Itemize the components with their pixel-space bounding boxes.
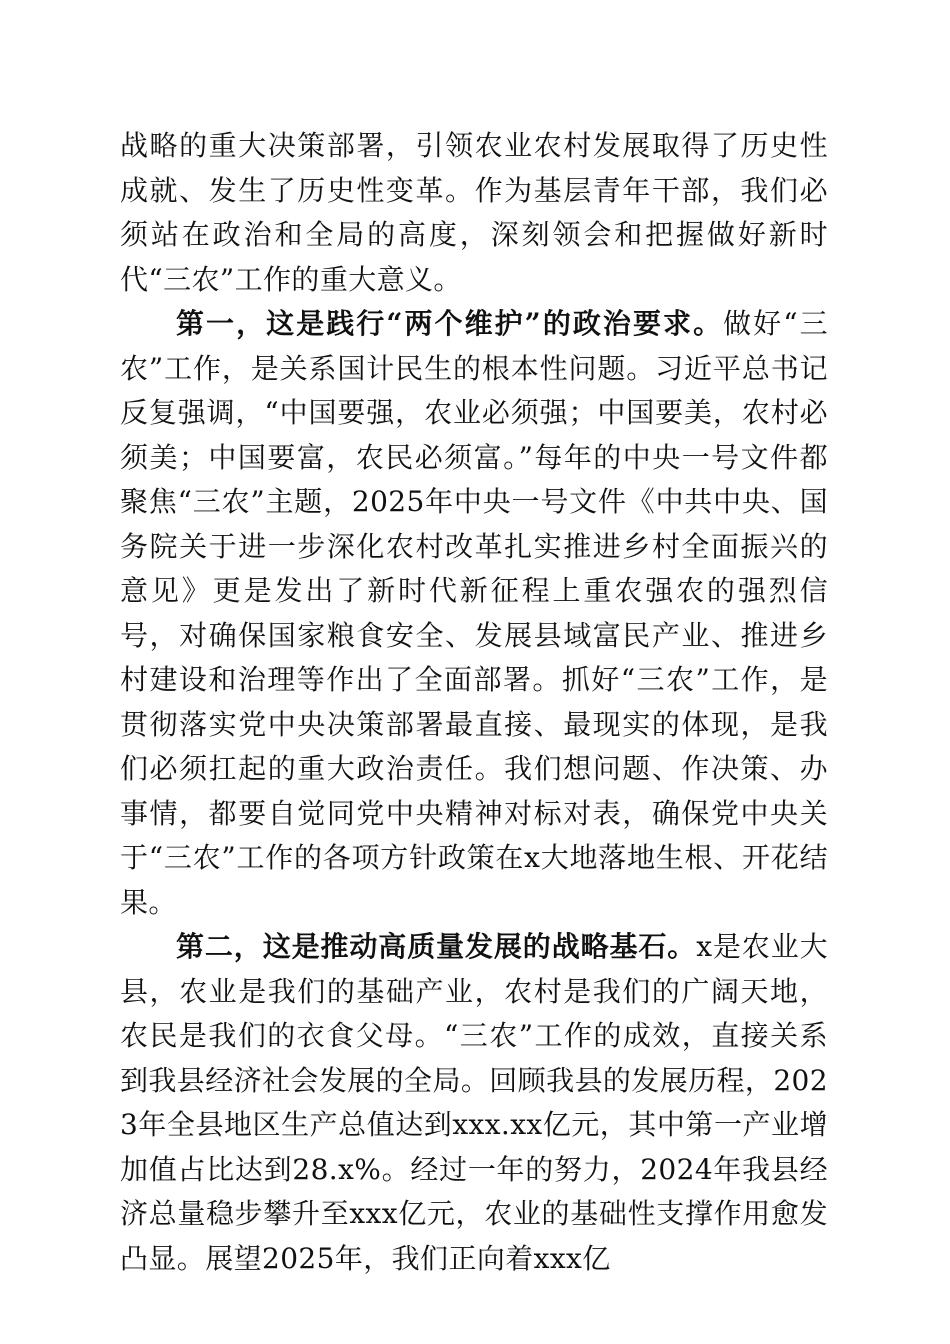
paragraph-intro-continuation: [120, 124, 828, 302]
document-page: [120, 124, 828, 1281]
paragraph-text: 做好“三农”工作，是关系国计民生的根本性问题。习近平总书记反复强调，“中国要强，农业必须强；中国要美，农村必须美；中国要富，农民必须富。”每年的中央一号文件都聚焦“三农”主题，2025年中央一号文件《中共中央、国务院关于进一步深化农村改革扎实推进乡村全面振兴的意见》更是发出了新时代新征程上重农强农的强烈信号，对确保国家粮食安全、发展县域富民产业、推进乡村建设和治理等作出了全面部署。抓好“三农”工作，是贯彻落实党中央决策部署最直接、最现实的体现，是我们必须扛起的重大政治责任。我们想问题、作决策、办事情，都要自觉同党中央精神对标对表，确保党中央关于“三农”工作的各项方针政策在x大地落地生根、开花结果。: [120, 307, 828, 919]
paragraph-lead-sentence: 第一，这是践行“两个维护”的政治要求。: [176, 307, 724, 340]
paragraph-lead-sentence: 第二，这是推动高质量发展的战略基石。: [176, 930, 697, 963]
paragraph-point-one: [120, 302, 828, 925]
paragraph-point-two: [120, 925, 828, 1281]
paragraph-text: 战略的重大决策部署，引领农业农村发展取得了历史性成就、发生了历史性变革。作为基层青年干部，我们必须站在政治和全局的高度，深刻领会和把握做好新时代“三农”工作的重大意义。: [120, 129, 828, 296]
paragraph-text: x是农业大县，农业是我们的基础产业，农村是我们的广阔天地，农民是我们的衣食父母。“三农”工作的成效，直接关系到我县经济社会发展的全局。回顾我县的发展历程，2023年全县地区生产总值达到xxx.xx亿元，其中第一产业增加值占比达到28.x%。经过一年的努力，2024年我县经济总量稳步攀升至xxx亿元，农业的基础性支撑作用愈发凸显。展望2025年，我们正向着xxx亿: [120, 930, 828, 1275]
